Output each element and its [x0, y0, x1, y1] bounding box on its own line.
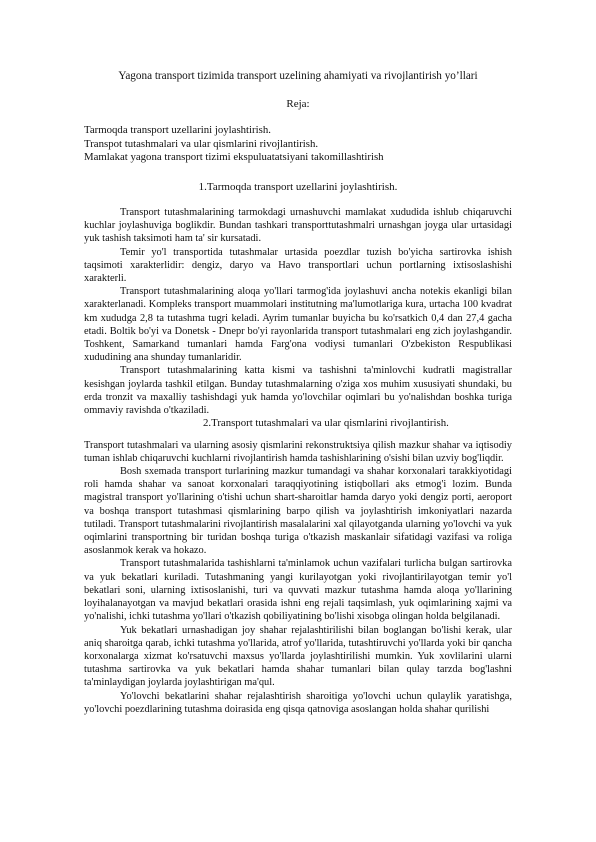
paragraph: Yuk bekatlari urnashadigan joy shahar rejalashtirilishi bilan boglangan bo'lishi kerak, ular aniq sharoitga qarab, ichki tutashma yo'llarida, atrof yo'llarida, tutashtiruvchi yo'llarda yoki bir qancha korxonalarga xizmat ko'rsatuvchi maxsus yo'llarda joylashtirilishi mumkin. Yuk xovlilarini ularni tutashma sartirovka va yuk bekatlari hamda shahar tumanlari bilan qulay tarzda bog'lashni ta'minlaydigan joylarda joylashtirigan ma'qul.: [84, 624, 512, 689]
document-body: [84, 206, 512, 716]
paragraph: Transport tutashmalari va ularning asosiy qismlarini rekonstruktsiya qilish mazkur shahar va iqtisodiy tuman ishlab chiqaruvchi kuchlarni rivojlantirish hamda tashishlarining o'sishi bilan uzviy bog'liqdir.: [84, 439, 512, 464]
paragraph: Transport tutashmalarining tarmokdagi urnashuvchi mamlakat xududida ishlub chiqaruvchi kuchlar joylashuviga boglikdir. Bundan tashkari transporttutashmalri urnashgan joyga ular urtasidagi yuk tashish taksimoti ham ta' sir kursatadi.: [84, 207, 512, 245]
plan-item: Transpot tutashmalari va ular qismlarini rivojlantirish.: [84, 137, 319, 150]
plan-item: Mamlakat yagona transport tizimi ekspuluatatsiyani takomillashtirish: [84, 151, 384, 163]
spacer: [84, 431, 512, 439]
paragraph: Transport tutashmalarining katta kismi va tashishni ta'minlovchi kudratli magistrallar kesishgan joylarda tashkil etilgan. Bunday tutashmalarning o'ziga xos muhim xususiyati shundaki, bu erda tronzit va maxalliy tashishdagi yuk hamda yo'lovchilar oqimlari bu yo'nalishdan boshka turiga ommaviy ravishda o'tkaziladi.: [84, 365, 512, 417]
paragraph: Transport tutashmalarida tashishlarni ta'minlamok uchun vazifalari turlicha bulgan sartirovka va yuk bekatlari kuriladi. Tutashmaning yangi kurilayotgan yoki rivojlantirilayotgan temir yo'l bekatlari soni, ularning ixtisoslanishi, turi va quvvati mazkur tutashma hamda aloqa yo'llarining loyihalanayotgan va mavjud bekatlari orasida ishni eng rejali taqsimlash, yuk oqimlarining xajmi va yo'nalishi, ichki tutashma yo'llari o'tkazish qobiliyatining bo'lishi xisobga olingan holda belgilanadi.: [84, 558, 512, 623]
plan-heading: Reja:: [286, 98, 310, 110]
section2-heading: 2.Transport tutashmalari va ular qismlarini rivojlantirish.: [203, 417, 449, 430]
plan-list: [84, 124, 384, 165]
paragraph: Yo'lovchi bekatlarini shahar rejalashtirish sharoitiga yo'lovchi uchun qulaylik yaratishga, yo'lovchi poezdlarining tutashma doirasida eng qisqa qatnoviga asoslangan holda shahar qurilishi: [84, 690, 512, 715]
paragraph: Bosh sxemada transport turlarining mazkur tumandagi va shahar korxonalari tarakkiyotidagi roli hamda shahar va sanoat korxonalari taraqqiyotining istiqbollari aks etmog'i lozim. Bunda magistral transport yo'llarining o'tishi uchun shart-sharoitlar hamda daryo yoki dengiz porti, aeroport va boshqa transport tutashmasi qismlarining barpo qilish va joylashtirish imkoniyatlari nazarda tutiladi. Transport tutashmalarini rivojlantirish masalalarini xal qilayotganda ularning yo'lovchi va yuk oqimlarini transportning bir turidan boshqa turiga o'tkazish maskanlair sifatidagi vazifasi va roliga asoslanmok kerak va hokazo.: [84, 466, 512, 557]
section1-heading: 1.Tarmoqda transport uzellarini joylashtirish.: [198, 181, 398, 193]
paragraph: Transport tutashmalarining aloqa yo'llari tarmog'ida joylashuvi ancha notekis ekanligi bilan xarakterlanadi. Kompleks transport muammolari institutning ma'lumotlariga kura, urtacha 100 kvadrat km xududga 2,8 ta tutashma tugri keladi. Ayrim tumanlar buyicha bu ko'rsatkich 0,4 dan 27,4 gacha etadi. Boltik bo'yi va Donetsk - Dnepr bo'yi rayonlarida transport tutashmalari eng zich joylashgandir. Toshkent, Samarkand tumanlari hamda Farg'ona vodiysi tumanlari O'zbekiston Respublikasi xududining ana shunday tumanlaridir.: [84, 286, 512, 364]
plan-item: Tarmoqda transport uzellarini joylashtirish.: [84, 124, 271, 136]
document-title: Yagona transport tizimida transport uzelining ahamiyati va rivojlantirish yo’llari: [118, 70, 478, 82]
paragraph: Temir yo'l transportida tutashmalar urtasida poezdlar tuzish bo'yicha sartirovka ishish taqsimoti xarakterlidir: dengiz, daryo va Havo transportlari uchun portlarning ixtisoslashishi xarakterli.: [84, 246, 512, 285]
